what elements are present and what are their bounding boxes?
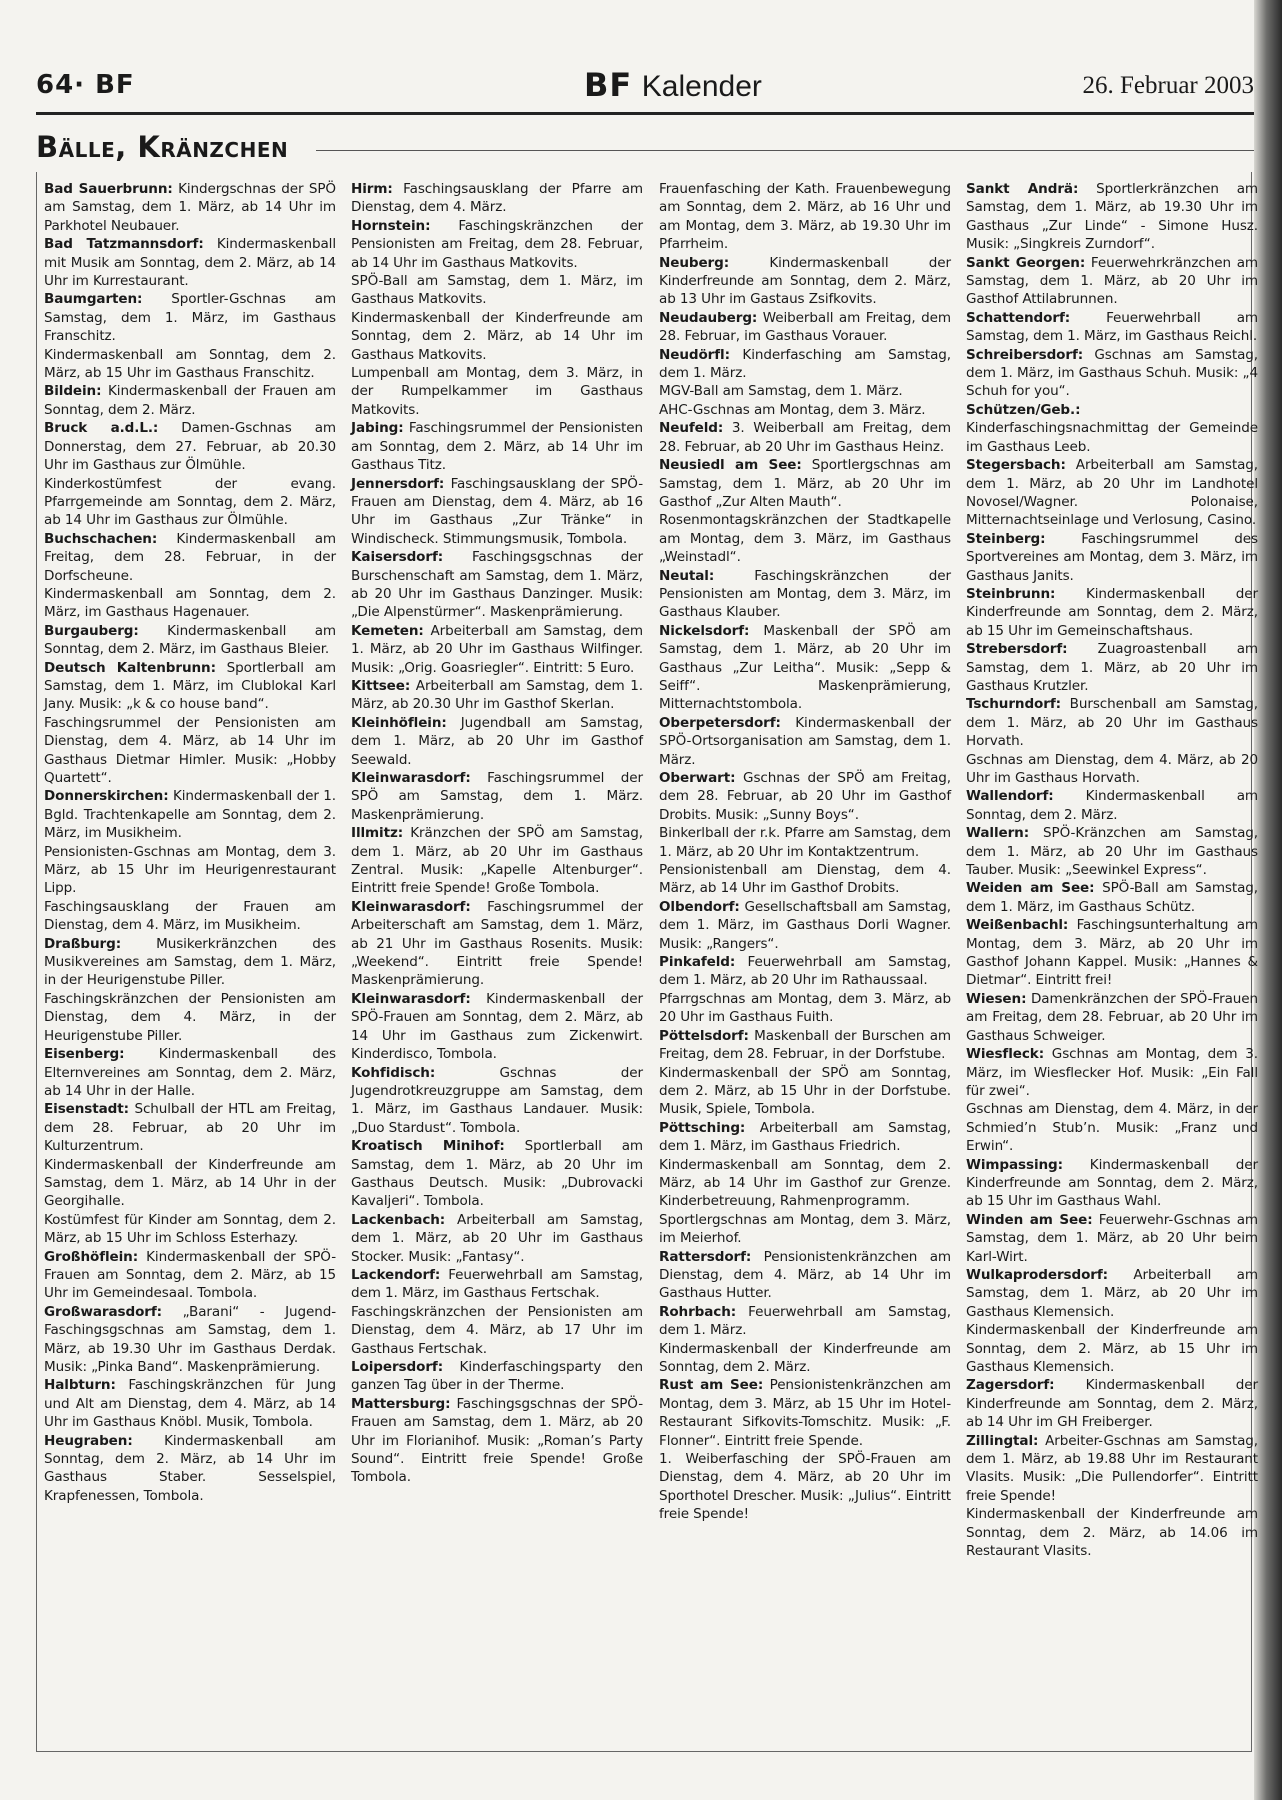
event-place: Wiesen: <box>966 990 1027 1007</box>
event-place: Oberwart: <box>659 770 736 786</box>
event-place: Neutal: <box>659 567 715 584</box>
page-number: 64· BF <box>36 70 135 100</box>
event-details: Kindermaskenball der Kinderfreunde am Sonntag, dem 2. März. <box>659 1340 951 1375</box>
event-details: Faschingsausklang der Pfarre am Dienstag, dem 4. März. <box>351 181 643 216</box>
event-place: Nickelsdorf: <box>659 622 750 639</box>
header-rule <box>36 112 1254 115</box>
event-entry <box>351 1137 643 1211</box>
event-details: Faschingsausklang der Frauen am Dienstag, dem 4. März, im Musikheim. <box>44 898 336 934</box>
event-details: Kinderkostümfest der evang. Pfarrgemeinde am Sonntag, dem 2. März, ab 14 Uhr im Gasthaus zur Ölmühle. <box>44 475 336 529</box>
event-details: Kindermaskenball mit Musik am Sonntag, dem 2. März, ab 14 Uhr im Kurrestaurant. <box>44 236 336 290</box>
event-place: Wiesfleck: <box>966 1046 1045 1063</box>
event-entry <box>966 1100 1258 1155</box>
event-place: Jabing: <box>351 420 404 437</box>
event-entry <box>966 640 1258 695</box>
event-details: Kindermaskenball der SPÖ-Ortsorganisation am Samstag, dem 1. März. <box>659 714 951 768</box>
event-place: Buchschachen: <box>44 530 158 547</box>
event-entry <box>44 419 336 474</box>
event-details: Kindermaskenball am Sonntag, dem 2. März, im Gasthaus Hagenauer. <box>44 585 336 621</box>
event-entry <box>351 217 643 272</box>
event-entry <box>44 622 336 659</box>
event-place: Neuberg: <box>659 254 730 271</box>
event-details: Faschingsausklang der SPÖ-Frauen am Dienstag, dem 4. März, ab 16 Uhr im Gasthaus „Zur Tränke“ in Windischeck. Stimmungsmusik, Tombola. <box>351 475 643 547</box>
event-place: Zillingtal: <box>966 1432 1039 1449</box>
event-details: SPÖ-Ball am Samstag, dem 1. März, im Gasthaus Schütz. <box>966 880 1258 915</box>
event-details: Faschingsgschnas der Burschenschaft am Samstag, dem 1. März, ab 20 Uhr im Gasthaus Danzinger. Musik: „Die Alpenstürmer“. Maskenprämierung. <box>351 549 643 621</box>
event-entry <box>659 419 951 456</box>
event-place: Pöttelsdorf: <box>659 1027 749 1044</box>
event-place: Weiden am See: <box>966 880 1095 897</box>
event-details: Arbeiterball am Samstag, dem 1. März, ab 20 Uhr im Landhotel Novosel/Wagner. Polonaise, Mitternachtseinlage und Verlosung, Casino. <box>966 457 1258 529</box>
event-place: Hornstein: <box>351 217 431 234</box>
event-details: SPÖ-Ball am Samstag, dem 1. März, im Gasthaus Matkovits. <box>351 273 643 308</box>
page-edge-shadow <box>1254 0 1282 1800</box>
event-entry <box>351 714 643 769</box>
event-entry <box>351 677 643 714</box>
event-place: Olbendorf: <box>659 898 740 915</box>
event-details: Binkerlball der r.k. Pfarre am Samstag, dem 1. März, ab 20 Uhr im Kontaktzentrum. <box>659 825 951 860</box>
listing-column-4 <box>966 180 1258 1560</box>
event-entry <box>351 990 643 1064</box>
event-details: Gschnas der Jugendrotkreuzgruppe am Samstag, dem 1. März, im Gasthaus Landauer. Musik: „Duo Stardust“. Tombola. <box>351 1064 643 1136</box>
event-details: Feuerwehrball am Samstag, dem 1. März, im Gasthaus Reichl. <box>966 309 1258 345</box>
event-entry <box>44 1211 336 1248</box>
event-entry <box>966 1432 1258 1506</box>
event-details: Faschingskränzchen für Jung und Alt am Dienstag, dem 4. März, ab 14 Uhr im Gasthaus Knöbl. Musik, Tombola. <box>44 1377 336 1431</box>
event-entry <box>659 346 951 383</box>
event-entry <box>966 1156 1258 1211</box>
event-details: Faschingskränzchen der Pensionisten am Freitag, dem 28. Februar, ab 14 Uhr im Gasthaus Matkovits. <box>351 217 643 271</box>
event-details: Faschingsrummel der SPÖ am Samstag, dem 1. März. Maskenprämierung. <box>351 770 643 823</box>
event-place: Winden am See: <box>966 1211 1093 1228</box>
event-entry <box>44 530 336 585</box>
event-place: Neudauberg: <box>659 309 758 326</box>
event-entry <box>659 769 951 824</box>
event-details: Maskenball der SPÖ am Samstag, dem 1. März, ab 20 Uhr im Gasthaus „Zur Leitha“. Musik: „Sepp & Seiff“. Maskenprämierung, Mitternachtstombola. <box>659 622 951 713</box>
event-entry <box>966 1505 1258 1560</box>
event-details: Kindermaskenball der SPÖ-Frauen am Sonntag, dem 2. März, ab 14 Uhr im Gasthaus zum Zickenwirt. Kinderdisco, Tombola. <box>351 990 643 1063</box>
event-details: Kindermaskenball des Elternvereines am Sonntag, dem 2. März, ab 14 Uhr in der Halle. <box>44 1046 336 1099</box>
event-place: Steinberg: <box>966 530 1046 547</box>
event-details: Pensionistenball am Dienstag, dem 4. März, ab 14 Uhr im Gasthof Drobits. <box>659 862 951 897</box>
event-details: Burschenball am Samstag, dem 1. März, ab 20 Uhr im Gasthaus Horvath. <box>966 696 1258 750</box>
event-place: Sankt Georgen: <box>966 254 1086 271</box>
event-place: Kleinwarasdorf: <box>351 898 471 915</box>
event-details: Kindermaskenball am Sonntag, dem 2. März. <box>966 788 1258 823</box>
event-entry <box>351 622 643 677</box>
event-details: Jugendball am Samstag, dem 1. März, ab 20 Uhr im Gasthof Seewald. <box>351 714 643 768</box>
event-entry <box>351 1211 643 1266</box>
event-entry <box>659 382 951 400</box>
event-entry <box>966 787 1258 824</box>
event-details: Gschnas am Dienstag, dem 4. März, in der Schmied’n Stub’n. Musik: „Franz und Erwin“. <box>966 1101 1258 1155</box>
event-entry <box>659 1211 951 1248</box>
event-entry <box>659 401 951 419</box>
event-place: Wulkaprodersdorf: <box>966 1266 1108 1283</box>
event-details: Kinderfaschingsnachmittag der Gemeinde im Gasthaus Leeb. <box>966 420 1258 455</box>
event-entry <box>966 346 1258 401</box>
event-place: Kittsee: <box>351 677 411 694</box>
event-entry <box>44 1303 336 1377</box>
event-entry <box>44 843 336 898</box>
event-place: Großwarasdorf: <box>44 1303 162 1320</box>
section-title: Bälle, Kränzchen <box>36 130 289 164</box>
event-place: Wimpassing: <box>966 1156 1063 1173</box>
event-details: Pfarrgschnas am Montag, dem 3. März, ab 20 Uhr im Gasthaus Fuith. <box>659 990 951 1026</box>
event-details: Feuerwehrball am Samstag, dem 1. März. <box>659 1303 951 1339</box>
event-entry <box>966 1266 1258 1321</box>
event-place: Rohrbach: <box>659 1303 737 1320</box>
event-details: Gschnas am Montag, dem 3. März, im Wiesflecker Hof. Musik: „Ein Fall für zwei“. <box>966 1046 1258 1099</box>
event-entry <box>351 898 643 990</box>
event-details: Gschnas der SPÖ am Freitag, dem 28. Februar, ab 20 Uhr im Gasthof Drobits. Musik: „Sunny Boys“. <box>659 770 951 823</box>
event-entry <box>351 419 643 474</box>
event-place: Schattendorf: <box>966 309 1071 326</box>
event-place: Wallern: <box>966 825 1030 842</box>
event-details: Damen-Gschnas am Donnerstag, dem 27. Februar, ab 20.30 Uhr im Gasthaus zur Ölmühle. <box>44 420 336 474</box>
event-details: Gesellschaftsball am Samstag, dem 1. März, im Gasthaus Dorli Wagner. Musik: „Rangers“. <box>659 898 951 952</box>
event-details: Rosenmontagskränzchen der Stadtkapelle am Montag, dem 3. März, im Gasthaus „Weinstadl“. <box>659 512 951 566</box>
event-details: Sportlerball am Samstag, dem 1. März, ab 20 Uhr im Gasthaus Deutsch. Musik: „Dubrovacki Kavaljeri“. Tombola. <box>351 1138 643 1210</box>
event-entry <box>44 714 336 788</box>
section-name: Kalender <box>641 70 762 103</box>
event-entry <box>44 1432 336 1506</box>
event-entry <box>44 1376 336 1431</box>
publication-title <box>584 66 762 104</box>
event-place: Illmitz: <box>351 825 404 842</box>
event-entry <box>44 585 336 622</box>
event-place: Pinkafeld: <box>659 954 736 971</box>
event-details: Gschnas am Samstag, dem 1. März, im Gasthaus Schuh. Musik: „4 Schuh for you“. <box>966 346 1258 400</box>
event-entry <box>659 622 951 714</box>
event-place: Neusiedl am See: <box>659 457 802 474</box>
event-place: Rust am See: <box>659 1377 764 1394</box>
event-entry <box>966 1045 1258 1100</box>
event-details: Faschingsunterhaltung am Montag, dem 3. März, ab 20 Uhr im Gasthof Johann Kappel. Musik: „Hannes & Dietmar“. Eintritt frei! <box>966 917 1258 989</box>
event-details: Sportlergschnas am Samstag, dem 1. März, ab 20 Uhr im Gasthof „Zur Alten Mauth“. <box>659 457 951 510</box>
event-entry <box>659 1450 951 1524</box>
event-details: Feuerwehr-Gschnas am Samstag, dem 1. März, ab 20 Uhr beim Karl-Wirt. <box>966 1211 1258 1265</box>
event-entry <box>351 1064 643 1138</box>
event-entry <box>966 309 1258 346</box>
event-details: Kindermaskenball am Sonntag, dem 2. März, ab 14 Uhr im Gasthof zur Grenze. Kinderbetreuung, Rahmenprogramm. <box>659 1156 951 1210</box>
event-entry <box>966 879 1258 916</box>
event-details: Kindermaskenball der Kinderfreunde am Sonntag, dem 2. März, ab 14.06 im Restaurant Vlasits. <box>966 1506 1258 1560</box>
event-place: Großhöflein: <box>44 1248 139 1265</box>
event-details: Gschnas am Dienstag, dem 4. März, ab 20 Uhr im Gasthaus Horvath. <box>966 751 1258 786</box>
event-entry <box>44 935 336 990</box>
event-details: Arbeiterball am Samstag, dem 1. März, ab 20.30 Uhr im Gasthof Skerlan. <box>351 677 643 713</box>
event-place: Wallendorf: <box>966 788 1054 805</box>
event-entry <box>659 309 951 346</box>
listing-column-3 <box>659 180 951 1524</box>
event-entry <box>44 1248 336 1303</box>
event-entry <box>659 511 951 566</box>
event-entry <box>351 769 643 824</box>
event-details: Kränzchen der SPÖ am Samstag, dem 1. März, ab 20 Uhr im Gasthaus Zentral. Musik: „Kapelle Altenburger“. Eintritt freie Spende! Große Tombola. <box>351 825 643 897</box>
event-entry <box>966 530 1258 585</box>
event-place: Bad Tatzmannsdorf: <box>44 236 204 253</box>
event-details: Pensionistenkränzchen am Montag, dem 3. März, ab 15 Uhr im Hotel-Restaurant Sifkovits-Tomschitz. Musik: „F. Flonner“. Eintritt freie Spende. <box>659 1377 951 1449</box>
event-details: Faschingsrummel des Sportvereines am Montag, dem 3. März, im Gasthaus Janits. <box>966 530 1258 584</box>
event-details: Frauenfasching der Kath. Frauenbewegung am Sonntag, dem 2. März, ab 16 Uhr und am Montag, dem 3. März, ab 19.30 Uhr im Pfarrheim. <box>659 181 951 253</box>
event-place: Stegersbach: <box>966 457 1066 474</box>
event-entry <box>44 290 336 345</box>
event-place: Tschurndorf: <box>966 696 1061 713</box>
event-place: Rattersdorf: <box>659 1248 752 1265</box>
event-place: Kemeten: <box>351 622 424 639</box>
event-details: Kindergschnas der SPÖ am Samstag, dem 1. März, ab 14 Uhr im Parkhotel Neubauer. <box>44 181 336 234</box>
event-place: Neudörfl: <box>659 346 730 363</box>
event-place: Steinbrunn: <box>966 585 1056 602</box>
event-entry <box>966 401 1258 456</box>
event-details: Arbeiterball am Samstag, dem 1. März, ab 20 Uhr im Gasthaus Stocker. Musik: „Fantasy“. <box>351 1211 643 1265</box>
event-details: Feuerwehrkränzchen am Samstag, dem 1. März, ab 20 Uhr im Gasthof Attilabrunnen. <box>966 254 1258 308</box>
event-entry <box>44 898 336 935</box>
event-place: Hirm: <box>351 181 393 197</box>
event-entry <box>351 824 643 898</box>
section-header <box>36 128 1254 168</box>
event-entry <box>351 1266 643 1303</box>
event-entry <box>44 1156 336 1211</box>
event-details: Arbeiterball am Samstag, dem 1. März, ab 20 Uhr im Gasthaus Wilfinger. Musik: „Orig. Goasriegler“. Eintritt: 5 Euro. <box>351 622 643 676</box>
event-entry <box>659 1248 951 1303</box>
event-place: Heugraben: <box>44 1432 133 1449</box>
event-details: Feuerwehrball am Samstag, dem 1. März, ab 20 Uhr im Rathaussaal. <box>659 954 951 989</box>
event-place: Schützen/Geb.: <box>966 401 1081 418</box>
event-details: Kindermaskenball der 1. Bgld. Trachtenkapelle am Sonntag, dem 2. März, im Musikheim. <box>44 788 336 842</box>
event-entry <box>659 1303 951 1340</box>
event-details: Kinderfasching am Samstag, dem 1. März. <box>659 346 951 382</box>
section-rule <box>316 150 1254 151</box>
event-entry <box>659 567 951 622</box>
event-place: Burgauberg: <box>44 622 139 639</box>
event-entry <box>659 254 951 309</box>
event-place: Strebersdorf: <box>966 641 1068 658</box>
event-details: AHC-Gschnas am Montag, dem 3. März. <box>659 401 926 418</box>
event-place: Neufeld: <box>659 420 724 437</box>
event-entry <box>966 585 1258 640</box>
event-entry <box>44 990 336 1045</box>
event-details: Sportler-Gschnas am Samstag, dem 1. März, im Gasthaus Franschitz. <box>44 291 336 345</box>
event-entry <box>966 751 1258 788</box>
event-place: Schreibersdorf: <box>966 346 1084 363</box>
event-details: 3. Weiberball am Freitag, dem 28. Februar, ab 20 Uhr im Gasthaus Heinz. <box>659 420 951 455</box>
event-details: Kinderfaschingsparty den ganzen Tag über in der Therme. <box>351 1359 643 1394</box>
event-details: Kindermaskenball der SPÖ am Sonntag, dem 2. März, ab 15 Uhr in der Dorfstube. Musik, Spiele, Tombola. <box>659 1064 951 1118</box>
event-entry <box>44 787 336 842</box>
event-place: Lackendorf: <box>351 1266 441 1283</box>
event-details: Pensionisten-Gschnas am Montag, dem 3. März, ab 15 Uhr im Heurigenrestaurant Lipp. <box>44 843 336 897</box>
event-entry <box>351 475 643 549</box>
event-place: Loipersdorf: <box>351 1359 444 1375</box>
event-details: 1. Weiberfasching der SPÖ-Frauen am Dienstag, dem 4. März, ab 20 Uhr im Sporthotel Drescher. Musik: „Julius“. Eintritt freie Spende! <box>659 1451 951 1523</box>
event-entry <box>659 861 951 898</box>
event-entry <box>966 916 1258 990</box>
event-entry <box>659 1156 951 1211</box>
event-entry <box>659 714 951 769</box>
event-place: Kaisersdorf: <box>351 549 444 566</box>
event-details: Kindermaskenball der Kinderfreunde am Sonntag, dem 2. März, ab 15 Uhr im Gasthaus Wahl. <box>966 1156 1258 1210</box>
event-details: Lumpenball am Montag, dem 3. März, in der Rumpelkammer im Gasthaus Matkovits. <box>351 365 643 418</box>
event-place: Halbturn: <box>44 1377 116 1394</box>
event-place: Sankt Andrä: <box>966 181 1079 197</box>
event-details: Weiberball am Freitag, dem 28. Februar, im Gasthaus Vorauer. <box>659 309 951 345</box>
event-entry <box>351 1395 643 1487</box>
event-details: Faschingskränzchen der Pensionisten am Montag, dem 3. März, im Gasthaus Klauber. <box>659 567 951 621</box>
event-entry <box>966 1376 1258 1431</box>
event-entry <box>44 235 336 290</box>
event-entry <box>659 456 951 511</box>
event-entry <box>659 898 951 953</box>
event-details: Maskenball der Burschen am Freitag, dem 28. Februar, in der Dorfstube. <box>659 1027 951 1063</box>
event-details: Zuagroastenball am Samstag, dem 1. März, ab 20 Uhr im Gasthaus Krutzler. <box>966 641 1258 694</box>
event-details: Faschingsrummel der Pensionisten am Sonntag, dem 2. März, ab 14 Uhr im Gasthaus Titz. <box>351 420 643 474</box>
event-entry <box>659 1119 951 1156</box>
event-details: Kindermaskenball am Freitag, dem 28. Februar, in der Dorfscheune. <box>44 530 336 584</box>
event-entry <box>659 953 951 990</box>
event-place: Donnerskirchen: <box>44 788 169 805</box>
event-place: Bad Sauerbrunn: <box>44 181 173 197</box>
event-entry <box>351 364 643 419</box>
event-details: Kindermaskenball am Sonntag, dem 2. März, ab 14 Uhr im Gasthaus Staber. Sesselspiel, Krapfenessen, Tombola. <box>44 1432 336 1504</box>
event-entry <box>351 272 643 309</box>
event-details: Kindermaskenball am Sonntag, dem 2. März, im Gasthaus Bleier. <box>44 622 336 658</box>
event-details: Sportlerkränzchen am Samstag, dem 1. März, ab 19.30 Uhr im Gasthaus „Zur Linde“ - Simone Husz. Musik: „Singkreis Zurndorf“. <box>966 181 1258 253</box>
event-place: Oberpetersdorf: <box>659 714 781 731</box>
event-entry <box>659 1064 951 1119</box>
event-details: Kostümfest für Kinder am Sonntag, dem 2. März, ab 15 Uhr im Schloss Esterhazy. <box>44 1211 336 1247</box>
event-entry <box>966 1211 1258 1266</box>
event-place: Bruck a.d.L.: <box>44 420 159 437</box>
event-details: Kindermaskenball der Kinderfreunde am Sonntag, dem 2. März, ab 14 Uhr im Gasthaus Matkovits. <box>351 309 643 363</box>
listing-column-2 <box>351 180 643 1487</box>
event-place: Bildein: <box>44 383 102 400</box>
event-entry <box>351 548 643 622</box>
event-entry <box>44 180 336 235</box>
event-entry <box>966 180 1258 254</box>
event-place: Zagersdorf: <box>966 1377 1055 1394</box>
event-entry <box>966 990 1258 1045</box>
event-details: Kindermaskenball am Sonntag, dem 2. März, ab 15 Uhr im Gasthaus Franschitz. <box>44 346 336 382</box>
event-details: MGV-Ball am Samstag, dem 1. März. <box>659 383 903 400</box>
event-place: Jennersdorf: <box>351 475 445 492</box>
event-entry <box>44 1100 336 1155</box>
event-place: Eisenstadt: <box>44 1101 129 1118</box>
event-details: Musikerkränzchen des Musikvereines am Samstag, dem 1. März, in der Heurigenstube Piller. <box>44 935 336 989</box>
event-entry <box>351 1358 643 1395</box>
event-details: Feuerwehrball am Samstag, dem 1. März, im Gasthaus Fertschak. <box>351 1266 643 1302</box>
event-details: Faschingsrummel der Pensionisten am Dienstag, dem 4. März, ab 14 Uhr im Gasthaus Dietmar Himler. Musik: „Hobby Quartett“. <box>44 714 336 786</box>
event-details: „Barani“ - Jugend-Faschingsgschnas am Samstag, dem 1. März, ab 19.30 Uhr im Gasthaus Derdak. Musik: „Pinka Band“. Maskenprämierung. <box>44 1303 336 1375</box>
event-place: Eisenberg: <box>44 1046 125 1063</box>
brand-logo: BF <box>584 66 633 104</box>
event-details: Sportlergschnas am Montag, dem 3. März, im Meierhof. <box>659 1211 951 1247</box>
event-entry <box>44 346 336 383</box>
event-details: Damenkränzchen der SPÖ-Frauen am Freitag, dem 28. Februar, ab 20 Uhr im Gasthaus Schweiger. <box>966 990 1258 1044</box>
event-entry <box>44 475 336 530</box>
event-details: SPÖ-Kränzchen am Samstag, dem 1. März, ab 20 Uhr im Gasthaus Tauber. Musik: „Seewinkel Express“. <box>966 825 1258 879</box>
event-details: Kindermaskenball der Kinderfreunde am Sonntag, dem 2. März, ab 14 Uhr im GH Freiberger. <box>966 1377 1258 1431</box>
event-place: Kroatisch Minihof: <box>351 1138 505 1155</box>
event-entry <box>659 1027 951 1064</box>
event-place: Lackenbach: <box>351 1211 446 1228</box>
event-entry <box>351 1303 643 1358</box>
event-entry <box>659 1376 951 1450</box>
event-entry <box>351 180 643 217</box>
event-entry <box>966 456 1258 530</box>
event-details: Kindermaskenball der Frauen am Sonntag, dem 2. März. <box>44 383 336 418</box>
event-details: Kindermaskenball der Kinderfreunde am Sonntag, dem 2. März, ab 15 Uhr im Gasthaus Klemensich. <box>966 1322 1258 1375</box>
event-entry <box>966 1321 1258 1376</box>
event-entry <box>659 1340 951 1377</box>
event-place: Kleinhöflein: <box>351 714 447 731</box>
event-details: Schulball der HTL am Freitag, dem 28. Februar, ab 20 Uhr im Kulturzentrum. <box>44 1101 336 1155</box>
event-details: Arbeiterball am Samstag, dem 1. März, im Gasthaus Friedrich. <box>659 1119 951 1155</box>
event-details: Kindermaskenball der SPÖ-Frauen am Sonntag, dem 2. März, ab 15 Uhr im Gemeindesaal. Tombola. <box>44 1248 336 1302</box>
event-details: Arbeiterball am Samstag, dem 1. März, ab 20 Uhr im Gasthaus Klemensich. <box>966 1266 1258 1320</box>
issue-date: 26. Februar 2003 <box>1082 72 1254 99</box>
event-entry <box>659 824 951 861</box>
event-entry <box>351 309 643 364</box>
event-place: Kleinwarasdorf: <box>351 770 471 786</box>
event-entry <box>966 695 1258 750</box>
event-details: Faschingsgschnas der SPÖ-Frauen am Samstag, dem 1. März, ab 20 Uhr im Florianihof. Musik: „Roman’s Party Sound“. Eintritt freie Spende! Große Tombola. <box>351 1395 643 1486</box>
event-place: Deutsch Kaltenbrunn: <box>44 659 216 676</box>
event-place: Baumgarten: <box>44 291 143 308</box>
event-details: Kindermaskenball der Kinderfreunde am Sonntag, dem 2. März, ab 13 Uhr im Gastaus Zsifkovits. <box>659 254 951 308</box>
event-entry <box>44 382 336 419</box>
event-details: Faschingskränzchen der Pensionisten am Dienstag, dem 4. März, ab 17 Uhr im Gasthaus Fertschak. <box>351 1303 643 1357</box>
event-details: Faschingskränzchen der Pensionisten am Dienstag, dem 4. März, in der Heurigenstube Piller. <box>44 990 336 1044</box>
event-entry <box>966 824 1258 879</box>
event-details: Pensionistenkränzchen am Dienstag, dem 4. März, ab 14 Uhr im Gasthaus Hutter. <box>659 1248 951 1302</box>
event-entry <box>659 990 951 1027</box>
event-place: Mattersburg: <box>351 1395 451 1412</box>
event-details: Sportlerball am Samstag, dem 1. März, im Clublokal Karl Jany. Musik: „k & co house band“. <box>44 659 336 713</box>
event-entry <box>44 1045 336 1100</box>
event-entry <box>966 254 1258 309</box>
event-entry <box>44 659 336 714</box>
event-place: Kleinwarasdorf: <box>351 990 471 1007</box>
event-details: Kindermaskenball der Kinderfreunde am Sonntag, dem 2. März, ab 15 Uhr im Gemeinschaftshaus. <box>966 585 1258 639</box>
event-details: Kindermaskenball der Kinderfreunde am Samstag, dem 1. März, ab 14 Uhr in der Georgihalle. <box>44 1156 336 1210</box>
event-place: Pöttsching: <box>659 1119 746 1136</box>
event-place: Weißenbachl: <box>966 917 1069 934</box>
event-entry <box>659 180 951 254</box>
page-header <box>36 66 1254 110</box>
event-place: Draßburg: <box>44 935 122 952</box>
event-details: Arbeiter-Gschnas am Samstag, dem 1. März, ab 19.88 Uhr im Restaurant Vlasits. Musik: „Die Pullendorfer“. Eintritt freie Spende! <box>966 1432 1258 1504</box>
listing-column-1 <box>44 180 336 1505</box>
event-details: Faschingsrummel der Arbeiterschaft am Samstag, dem 1. März, ab 21 Uhr im Gasthaus Rosenits. Musik: „Weekend“. Eintritt freie Spende! Maskenprämierung. <box>351 898 643 989</box>
event-place: Kohfidisch: <box>351 1064 436 1081</box>
